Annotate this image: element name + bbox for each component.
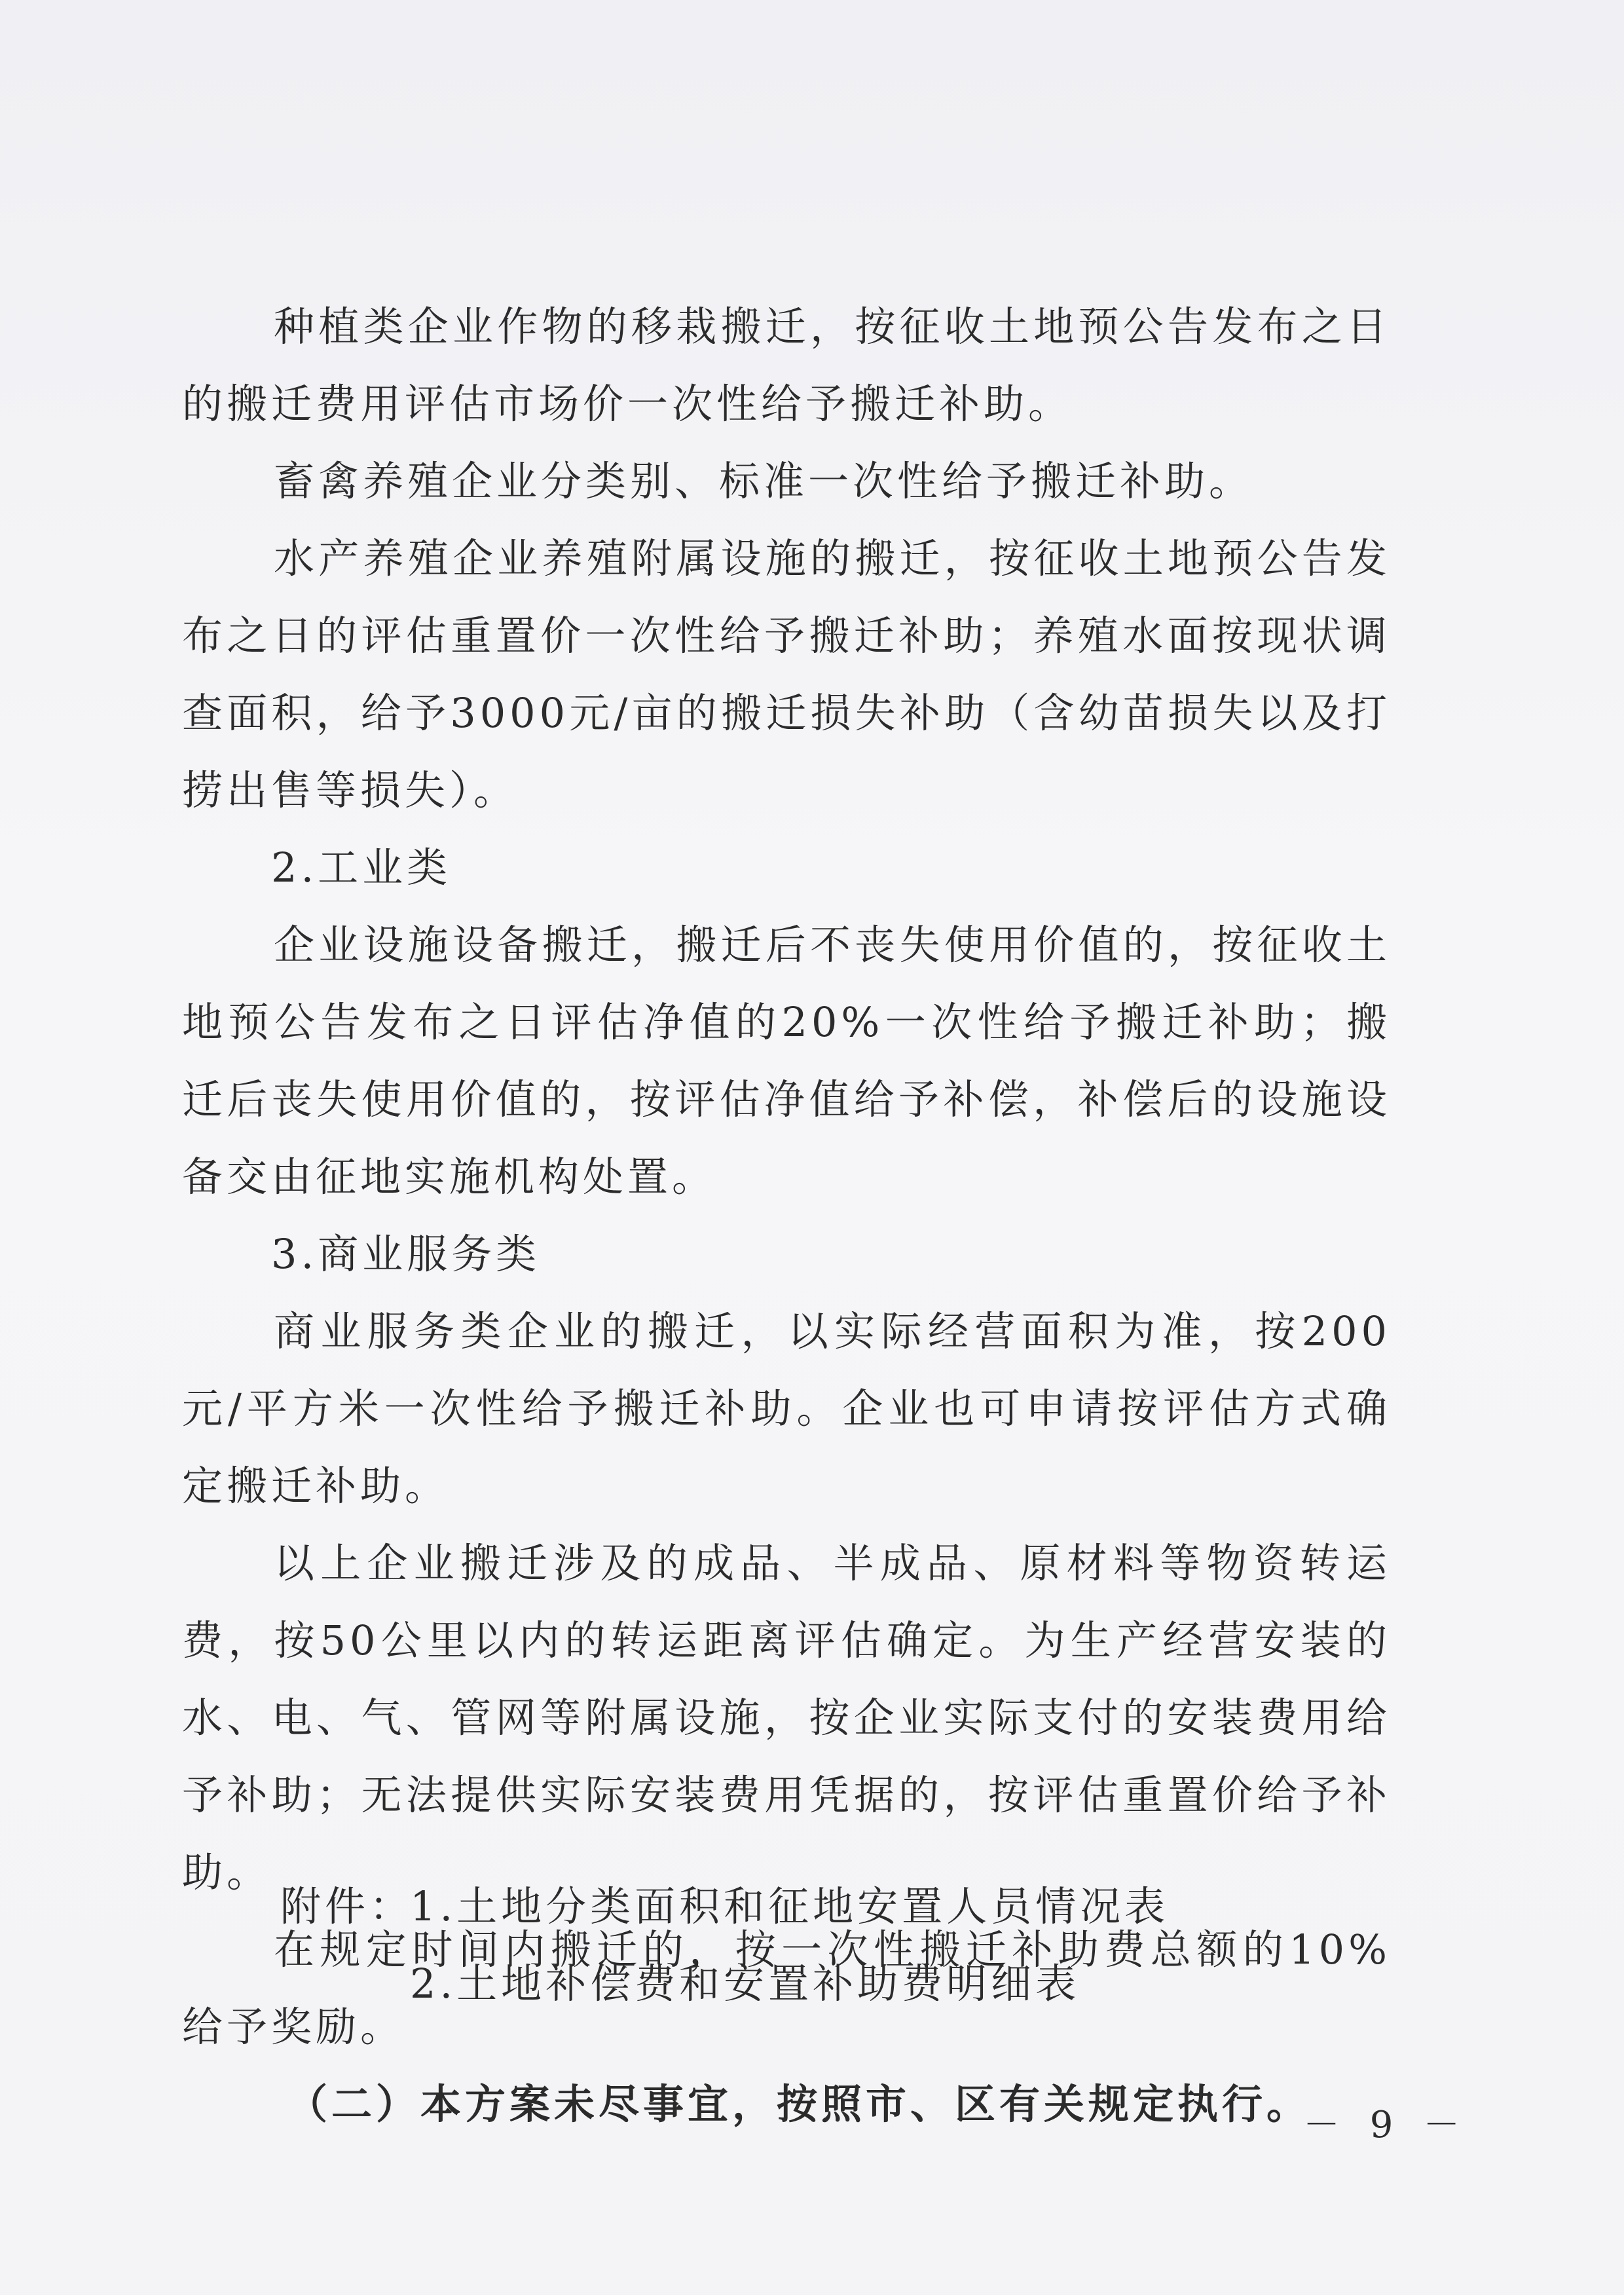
attachments-label: 附件： — [280, 1882, 415, 1930]
attachment-item-2: 2.土地补偿费和安置补助费明细表 — [410, 1960, 1080, 2007]
body-text — [182, 288, 1391, 2143]
section-other-matters: （二）本方案未尽事宜，按照市、区有关规定执行。 — [287, 2080, 1312, 2128]
paragraph-commercial-relocation: 商业服务类企业的搬迁，以实际经营面积为准，按200元/平方米一次性给予搬迁补助。企业也可申请按评估方式确定搬迁补助。 — [182, 1307, 1391, 1510]
heading-industrial: 2.工业类 — [271, 844, 452, 891]
paragraph-transport-costs: 以上企业搬迁涉及的成品、半成品、原材料等物资转运费，按50公里以内的转运距离评估确定。为生产经营安装的水、电、气、管网等附属设施，按企业实际支付的安装费用给予补助；无法提供实际安装费用凭据的，按评估重置价给予补助。 — [182, 1539, 1391, 1896]
paragraph-equipment-relocation: 企业设施设备搬迁，搬迁后不丧失使用价值的，按征收土地预公告发布之日评估净值的20%一次性给予搬迁补助；搬迁后丧失使用价值的，按评估净值给予补偿，补偿后的设施设备交由征地实施机构处置。 — [182, 921, 1391, 1201]
paragraph-planting-relocation: 种植类企业作物的移栽搬迁，按征收土地预公告发布之日的搬迁费用评估市场价一次性给予搬迁补助。 — [182, 303, 1391, 428]
attachment-item-1: 1.土地分类面积和征地安置人员情况表 — [410, 1882, 1170, 1930]
attachments-list — [280, 1868, 1169, 2023]
paragraph-aquaculture-relocation: 水产养殖企业养殖附属设施的搬迁，按征收土地预公告发布之日的评估重置价一次性给予搬迁补助；养殖水面按现状调查面积，给予3000元/亩的搬迁损失补助（含幼苗损失以及打捞出售等损失）。 — [182, 534, 1391, 814]
paragraph-livestock-relocation: 畜禽养殖企业分类别、标准一次性给予搬迁补助。 — [274, 457, 1254, 505]
heading-commercial: 3.商业服务类 — [271, 1230, 541, 1278]
page-number: － 9 － — [1303, 2104, 1469, 2146]
paragraph-timely-reward: 在规定时间内搬迁的，按一次性搬迁补助费总额的10%给予奖励。 — [182, 1926, 1391, 2051]
